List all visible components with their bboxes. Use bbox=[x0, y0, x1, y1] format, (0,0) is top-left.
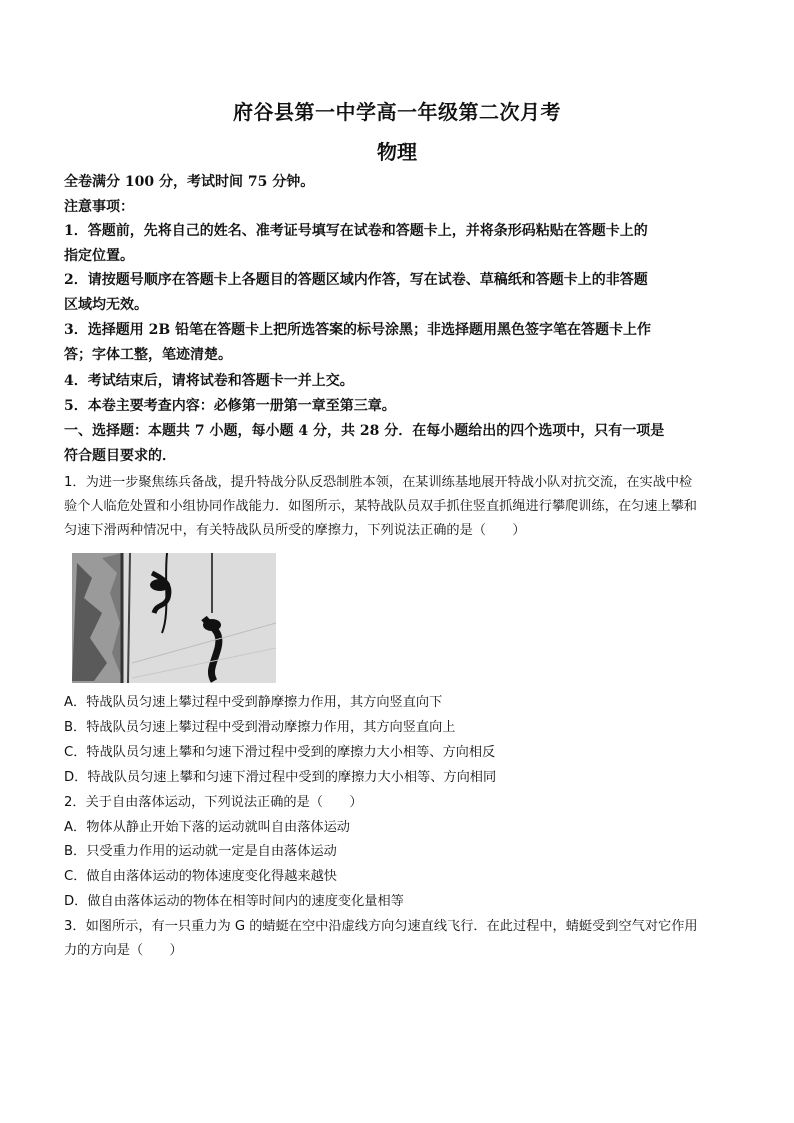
q2-option-b: B．只受重力作用的运动就一定是自由落体运动 bbox=[64, 844, 337, 859]
question-3-stem: 3．如图所示，有一只重力为 G 的蜻蜓在空中沿虚线方向匀速直线飞行．在此过程中，蜻蜓受到空气对它作用 bbox=[64, 919, 698, 934]
subject-title: 物理 bbox=[377, 140, 417, 164]
climbing-photo bbox=[72, 553, 276, 683]
notice-heading: 注意事项： bbox=[64, 199, 134, 215]
notice-line: 2．请按题号顺序在答题卡上各题目的答题区域内作答，写在试卷、草稿纸和答题卡上的非答题 bbox=[64, 272, 648, 288]
notice-line: 区域均无效。 bbox=[64, 297, 148, 313]
notice-line: 3．选择题用 2B 铅笔在答题卡上把所选答案的标号涂黑；非选择题用黑色签字笔在答题卡上作 bbox=[64, 322, 652, 338]
notice-line: 5．本卷主要考查内容：必修第一册第一章至第三章。 bbox=[64, 398, 396, 414]
q1-option-c: C．特战队员匀速上攀和匀速下滑过程中受到的摩擦力大小相等、方向相反 bbox=[64, 745, 496, 760]
q1-option-d: D．特战队员匀速上攀和匀速下滑过程中受到的摩擦力大小相等、方向相同 bbox=[64, 770, 497, 785]
notice-line: 指定位置。 bbox=[64, 248, 134, 264]
question-1-stem: 1．为进一步聚焦练兵备战，提升特战分队反恐制胜本领，在某训练基地展开特战小队对抗交流，在实战中检 bbox=[64, 475, 693, 490]
question-2-stem: 2．关于自由落体运动，下列说法正确的是（ ） bbox=[64, 795, 363, 810]
question-1-stem: 匀速下滑两种情况中，有关特战队员所受的摩擦力，下列说法正确的是（ ） bbox=[64, 523, 526, 538]
section-heading-cont: 符合题目要求的． bbox=[64, 448, 176, 464]
q2-option-d: D．做自由落体运动的物体在相等时间内的速度变化量相等 bbox=[64, 894, 404, 909]
q1-option-b: B．特战队员匀速上攀过程中受到滑动摩擦力作用，其方向竖直向上 bbox=[64, 720, 456, 735]
notice-line: 1．答题前，先将自己的姓名、准考证号填写在试卷和答题卡上，并将条形码粘贴在答题卡上的 bbox=[64, 223, 648, 239]
q2-option-a: A．物体从静止开始下落的运动就叫自由落体运动 bbox=[64, 820, 350, 835]
notice-line: 4．考试结束后，请将试卷和答题卡一并上交。 bbox=[64, 373, 354, 389]
q1-option-a: A．特战队员匀速上攀过程中受到静摩擦力作用，其方向竖直向下 bbox=[64, 695, 443, 710]
section-heading: 一、选择题：本题共 7 小题，每小题 4 分，共 28 分．在每小题给出的四个选项中，只有一项是 bbox=[64, 423, 665, 439]
score-time-info: 全卷满分 100 分，考试时间 75 分钟。 bbox=[64, 174, 315, 190]
page-title: 府谷县第一中学高一年级第二次月考 bbox=[233, 100, 561, 124]
q2-option-c: C．做自由落体运动的物体速度变化得越来越快 bbox=[64, 869, 337, 884]
notice-line: 答；字体工整，笔迹清楚。 bbox=[64, 347, 232, 363]
climbing-photo-drawing bbox=[72, 553, 276, 683]
question-3-stem: 力的方向是（ ） bbox=[64, 943, 183, 958]
question-1-stem: 验个人临危处置和小组协同作战能力．如图所示，某特战队员双手抓住竖直抓绳进行攀爬训练，在匀速上攀和 bbox=[64, 499, 697, 514]
